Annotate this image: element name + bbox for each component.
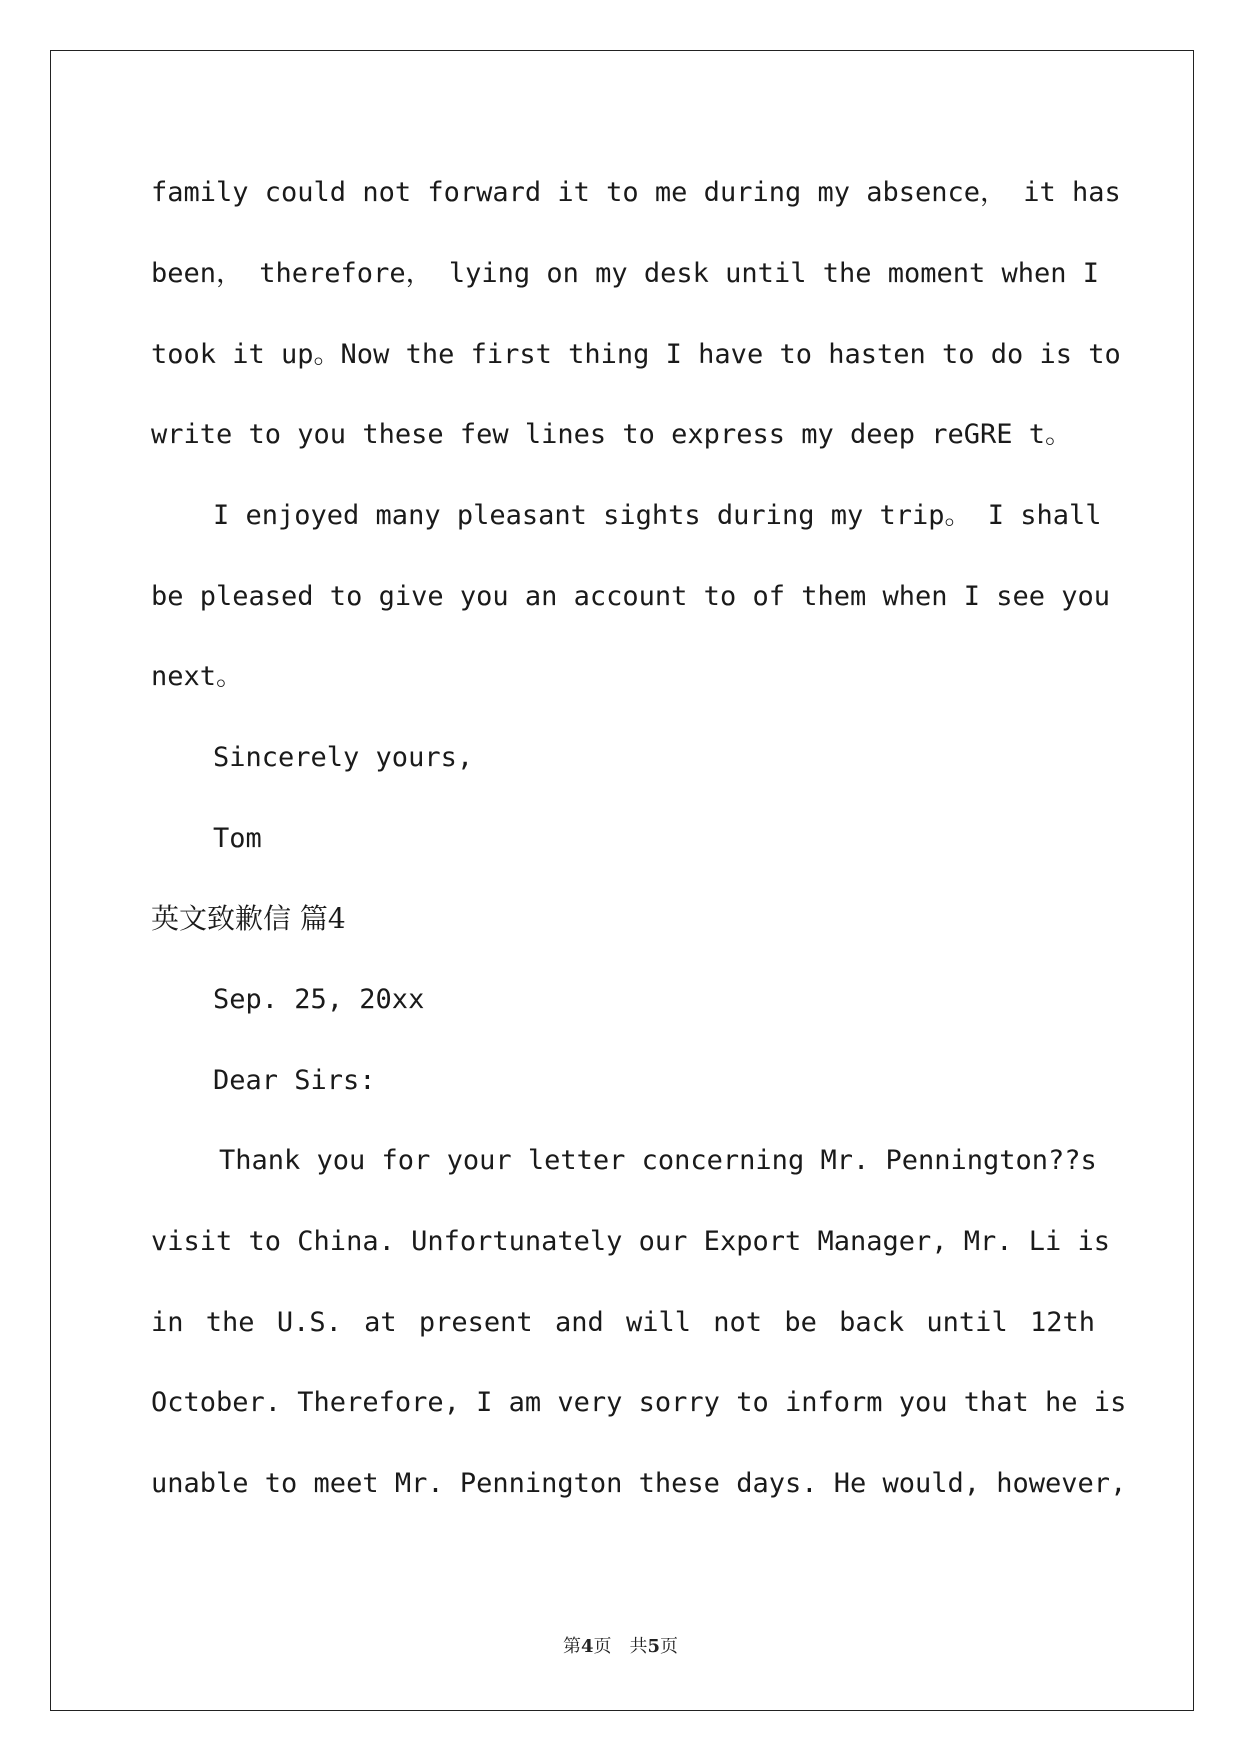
footer-page-prefix: 第 [562,1636,581,1657]
section-heading: 英文致歉信 篇4 [151,902,346,935]
footer-total-number: 5 [647,1636,661,1657]
body-line-4: write to you these few lines to express my deep reGRE t。 [151,419,1073,450]
body-line-7: next。 [151,661,244,692]
signature-line: Tom [213,823,262,854]
body-line-5: I enjoyed many pleasant sights during my trip。 I shall [213,500,1102,531]
salutation-line: Dear Sirs: [213,1065,376,1096]
footer-page-number: 4 [580,1636,594,1657]
footer-total-suffix: 页 [660,1636,679,1657]
body-line-2: been， therefore， lying on my desk until the moment when I [151,258,1100,289]
page-border [50,50,1194,1711]
body-line-3: took it up。Now the first thing I have to hasten to do is to [151,339,1121,370]
body-line-14: visit to China. Unfortunately our Export Manager, Mr. Li is [151,1226,1111,1257]
closing-line: Sincerely yours, [213,742,474,773]
body-line-16: October. Therefore, I am very sorry to inform you that he is [151,1387,1127,1418]
body-line-17: unable to meet Mr. Pennington these days. He would, however, [151,1468,1127,1499]
date-line: Sep. 25, 20xx [213,984,425,1015]
body-line-15: in the U.S. at present and will not be back until 12th [151,1307,1095,1338]
body-line-6: be pleased to give you an account to of them when I see you [151,581,1111,612]
body-line-1: family could not forward it to me during my absence， it has [151,177,1121,208]
footer-page-suffix: 页 [593,1636,612,1657]
page-footer [0,1632,1241,1658]
body-line-13: Thank you for your letter concerning Mr. Pennington??s [219,1145,1097,1176]
footer-total-prefix: 共 [629,1636,648,1657]
